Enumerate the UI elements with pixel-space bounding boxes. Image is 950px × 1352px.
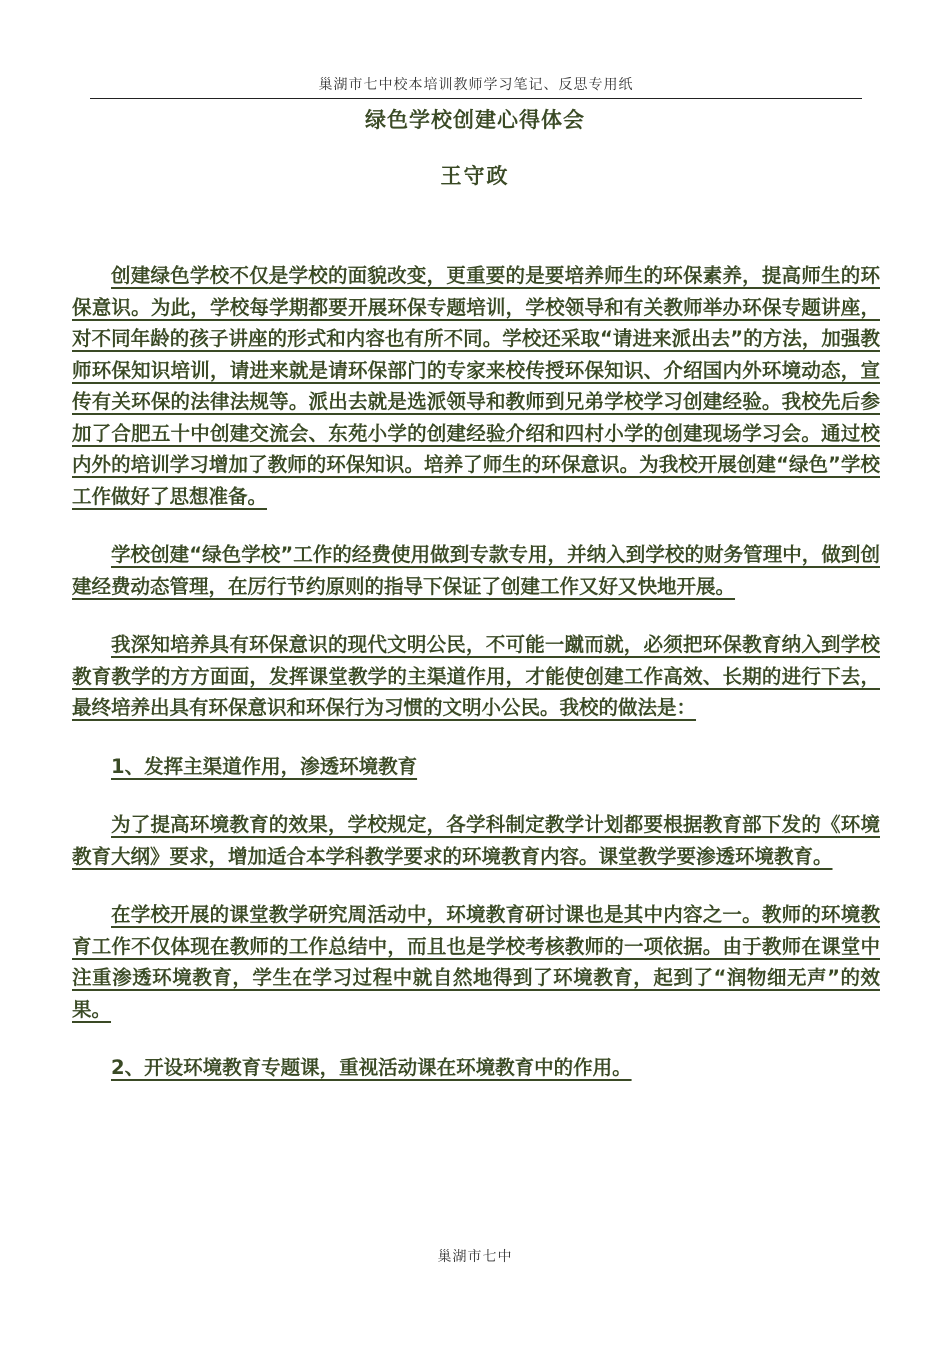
document-body (72, 260, 880, 1111)
paragraph: 创建绿色学校不仅是学校的面貌改变，更重要的是要培养师生的环保素养，提高师生的环保意识。为此，学校每学期都要开展环保专题培训，学校领导和有关教师举办环保专题讲座，对不同年龄的孩子讲座的形式和内容也有所不同。学校还采取“请进来派出去”的方法，加强教师环保知识培训，请进来就是请环保部门的专家来校传授环保知识、介绍国内外环境动态，宣传有关环保的法律法规等。派出去就是选派领导和教师到兄弟学校学习创建经验。我校先后参加了合肥五十中创建交流会、东苑小学的创建经验介绍和四村小学的创建现场学习会。通过校内外的培训学习增加了教师的环保知识。培养了师生的环保意识。为我校开展创建“绿色”学校工作做好了思想准备。 (72, 264, 880, 508)
section-heading: 2、开设环境教育专题课，重视活动课在环境教育中的作用。 (111, 1056, 632, 1079)
author-name: 王守政 (440, 164, 510, 188)
document-title: 绿色学校创建心得体会 (365, 108, 585, 132)
paragraph: 为了提高环境教育的效果，学校规定，各学科制定教学计划都要根据教育部下发的《环境教育大纲》要求，增加适合本学科教学要求的环境教育内容。课堂教学要渗透环境教育。 (72, 813, 880, 868)
page-header: 巢湖市七中校本培训教师学习笔记、反思专用纸 (90, 74, 862, 99)
paragraph: 我深知培养具有环保意识的现代文明公民，不可能一蹴而就，必须把环保教育纳入到学校教育教学的方方面面，发挥课堂教学的主渠道作用，才能使创建工作高效、长期的进行下去，最终培养出具有环保意识和环保行为习惯的文明小公民。我校的做法是： (72, 633, 880, 719)
paragraph: 在学校开展的课堂教学研究周活动中，环境教育研讨课也是其中内容之一。教师的环境教育工作不仅体现在教师的工作总结中，而且也是学校考核教师的一项依据。由于教师在课堂中注重渗透环境教育，学生在学习过程中就自然地得到了环境教育，起到了“润物细无声”的效果。 (72, 903, 880, 1021)
section-heading: 1、发挥主渠道作用，渗透环境教育 (111, 754, 418, 778)
paragraph: 学校创建“绿色学校”工作的经费使用做到专款专用，并纳入到学校的财务管理中，做到创建经费动态管理，在厉行节约原则的指导下保证了创建工作又好又快地开展。 (72, 543, 880, 598)
page-footer: 巢湖市七中 (437, 1249, 513, 1265)
